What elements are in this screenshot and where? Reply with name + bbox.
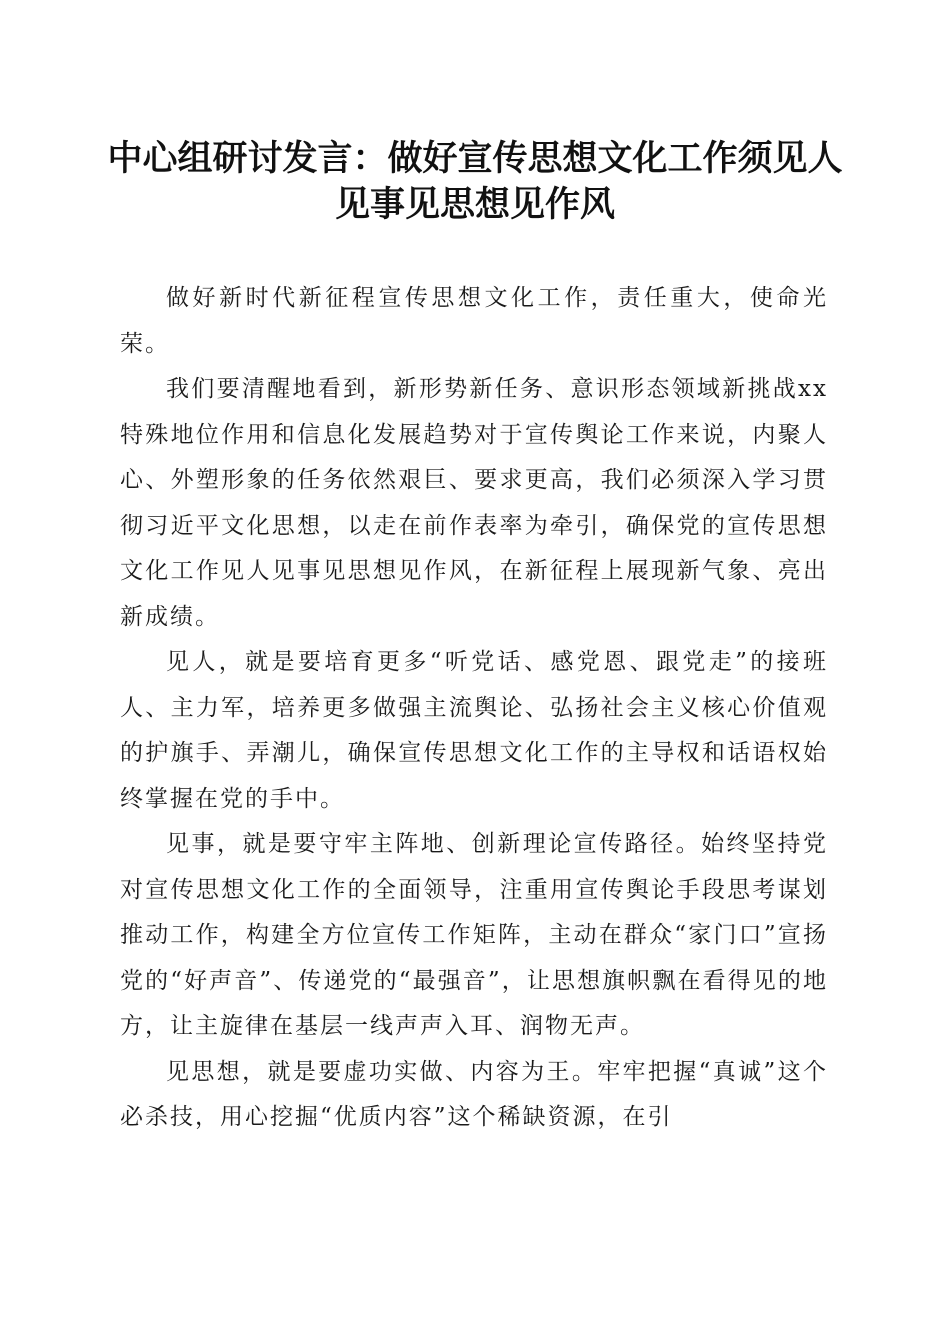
document-title: 中心组研讨发言：做好宣传思想文化工作须见人见事见思想见作风	[107, 138, 843, 225]
paragraph-see-affairs: 见事，就是要守牢主阵地、创新理论宣传路径。始终坚持党对宣传思想文化工作的全面领导，注重用宣传舆论手段思考谋划推动工作，构建全方位宣传工作矩阵，主动在群众“家门口”宣扬党的“好声音”、传递党的“最强音”，让思想旗帜飘在看得见的地方，让主旋律在基层一线声声入耳、润物无声。	[120, 831, 828, 1039]
paragraph-see-thought: 见思想，就是要虚功实做、内容为王。牢牢把握“真诚”这个必杀技，用心挖掘“优质内容”这个稀缺资源，在引	[120, 1058, 828, 1130]
paragraph-see-people: 见人，就是要培育更多“听党话、感党恩、跟党走”的接班人、主力军，培养更多做强主流舆论、弘扬社会主义核心价值观的护旗手、弄潮儿，确保宣传思想文化工作的主导权和话语权始终掌握在党的手中。	[120, 649, 828, 812]
document-body	[120, 276, 828, 1141]
paragraph-situation: 我们要清醒地看到，新形势新任务、意识形态领域新挑战xx特殊地位作用和信息化发展趋势对于宣传舆论工作来说，内聚人心、外塑形象的任务依然艰巨、要求更高，我们必须深入学习贯彻习近平文化思想，以走在前作表率为牵引，确保党的宣传思想文化工作见人见事见思想见作风，在新征程上展现新气象、亮出新成绩。	[120, 376, 828, 630]
paragraph-intro: 做好新时代新征程宣传思想文化工作，责任重大，使命光荣。	[120, 285, 828, 357]
